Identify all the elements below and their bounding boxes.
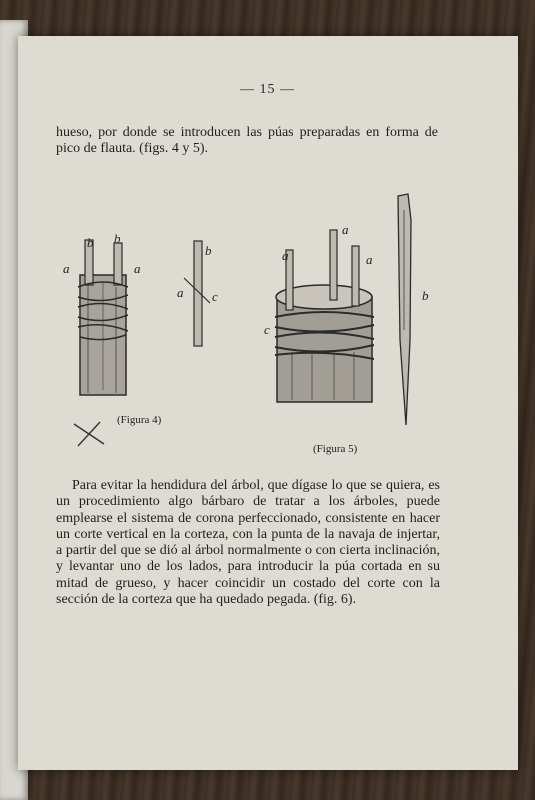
fig4-label-a-left: a bbox=[63, 261, 70, 276]
fig4-label-b-right: b bbox=[114, 231, 121, 246]
figure-4-scion-illustration bbox=[172, 233, 232, 353]
fig5-label-a-right: a bbox=[366, 252, 373, 267]
paragraph-2: Para evitar la hendidura del árbol, que dígase lo que se quiera, es un procedimiento algo bárbaro de tratar a los árboles, puede emplearse el sistema de corona perfeccionado, consistente en hacer un corte vertical en la corteza, con la punta de la navaja de injertar, a partir del que se dió al árbol normalmente o con cierta inclinación, y levantar uno de los lados, para introducir la púa cortada en su mitad de grueso, y hacer coincidir un costado del corte con la sección de la corteza que ha quedado pegada. (fig. 6). bbox=[56, 478, 440, 608]
fig4-label-a-right: a bbox=[134, 261, 141, 276]
fig4-label-b-left: b bbox=[87, 235, 94, 250]
figure-4-trunk-illustration bbox=[58, 225, 178, 405]
page-number: — 15 — bbox=[240, 82, 295, 97]
fig4-label-c-scion: c bbox=[212, 289, 218, 304]
figure-5-crown-graft-illustration bbox=[262, 222, 387, 412]
pencil-x-mark bbox=[70, 418, 110, 448]
figure-4-caption: (Figura 4) bbox=[117, 414, 162, 426]
fig5-label-c: c bbox=[264, 322, 270, 337]
figure-5-caption: (Figura 5) bbox=[313, 443, 358, 455]
paragraph-1: hueso, por donde se introducen las púas preparadas en forma de pico de flauta. (figs. 4 y 5). bbox=[56, 125, 438, 157]
fig5-label-b: b bbox=[422, 288, 429, 303]
fig5-label-a-left: a bbox=[282, 248, 289, 263]
fig5-label-a-center: a bbox=[342, 222, 349, 237]
figure-5-scion-illustration bbox=[388, 190, 438, 430]
fig4-label-b-scion: b bbox=[205, 243, 212, 258]
fig4-label-a-scion: a bbox=[177, 285, 184, 300]
